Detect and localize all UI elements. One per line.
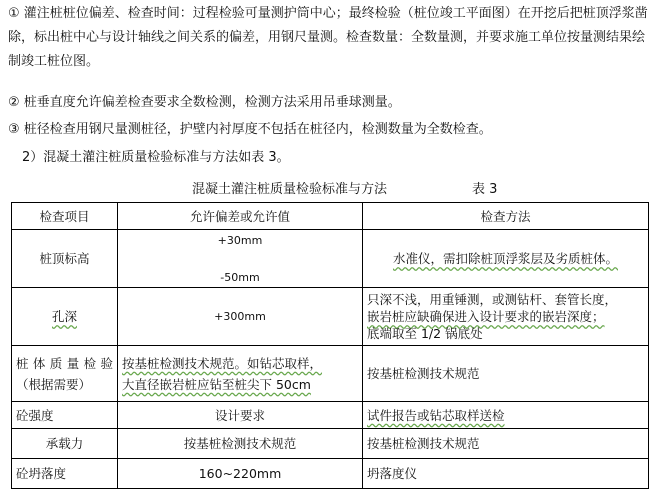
row-item: 孔深 [12, 288, 118, 346]
paragraph-table-intro: 2）混凝土灌注桩质量检验标准与方法如表 3。 [22, 150, 290, 165]
table-row [12, 346, 649, 402]
row-tolerance [118, 346, 363, 402]
row-method [363, 288, 649, 346]
row-item: 砼坍落度 [12, 459, 118, 489]
row-tolerance [118, 230, 363, 288]
header-item: 检查项目 [12, 203, 118, 230]
header-method: 检查方法 [363, 203, 649, 230]
row-tolerance: 按基桩检测技术规范 [118, 429, 363, 459]
item-line: 桩体质量检验 [16, 355, 113, 371]
row-tolerance: 160~220mm [118, 459, 363, 489]
row-method: 试件报告或钻芯取样送检 [363, 402, 649, 429]
header-tolerance: 允许偏差或允许值 [118, 203, 363, 230]
row-tolerance: +300mm [118, 288, 363, 346]
method-line: 只深不浅，用重锤测，或测钻杆、套管长度， [367, 292, 618, 307]
tolerance-line: 按基桩检测技术规范。如钻芯取样， [122, 355, 323, 371]
table-header-row [12, 203, 649, 230]
row-method: 按基桩检测技术规范 [363, 346, 649, 402]
row-item: 砼强度 [12, 402, 118, 429]
table-row [12, 402, 649, 429]
tolerance-line: 大直径嵌岩桩应钻至桩尖下 50cm [122, 376, 311, 392]
method-line: 底端取至 1/2 锅底处 [367, 326, 483, 341]
paragraph-pile-diameter: ③ 桩径检查用钢尺量测桩径，护壁内衬厚度不包括在桩径内，检测数量为全数检查。 [8, 122, 492, 137]
paragraph-pile-position: ① 灌注桩桩位偏差、检查时间：过程检验可量测护筒中心；最终检验（桩位竣工平面图）在开挖后把桩顶浮浆凿除，标出桩中心与设计轴线之间关系的偏差，用钢尺量测。检查数量：全数量测，并要求施工单位按量测结果绘制竣工桩位图。 [8, 6, 648, 69]
table-row [12, 459, 649, 489]
table-title: 混凝土灌注桩质量检验标准与方法 [192, 182, 388, 197]
row-method: 按基桩检测技术规范 [363, 429, 649, 459]
quality-inspection-table [11, 202, 649, 489]
table-row [12, 230, 649, 288]
table-number: 表 3 [472, 182, 498, 197]
row-item: 桩顶标高 [12, 230, 118, 288]
row-item: 承载力 [12, 429, 118, 459]
tolerance-lower: -50mm [220, 270, 260, 284]
tolerance-upper: +30mm [217, 233, 263, 247]
table-row [12, 429, 649, 459]
row-method: 水准仪，需扣除桩顶浮浆层及劣质桩体。 [363, 230, 649, 288]
item-line: （根据需要） [16, 376, 92, 392]
paragraph-verticality: ② 桩垂直度允许偏差检查要求全数检测，检测方法采用吊垂球测量。 [8, 95, 401, 110]
row-tolerance: 设计要求 [118, 402, 363, 429]
row-item [12, 346, 118, 402]
row-method: 坍落度仪 [363, 459, 649, 489]
table-row [12, 288, 649, 346]
method-line: 嵌岩桩应缺确保进入设计要求的嵌岩深度； [367, 309, 605, 324]
